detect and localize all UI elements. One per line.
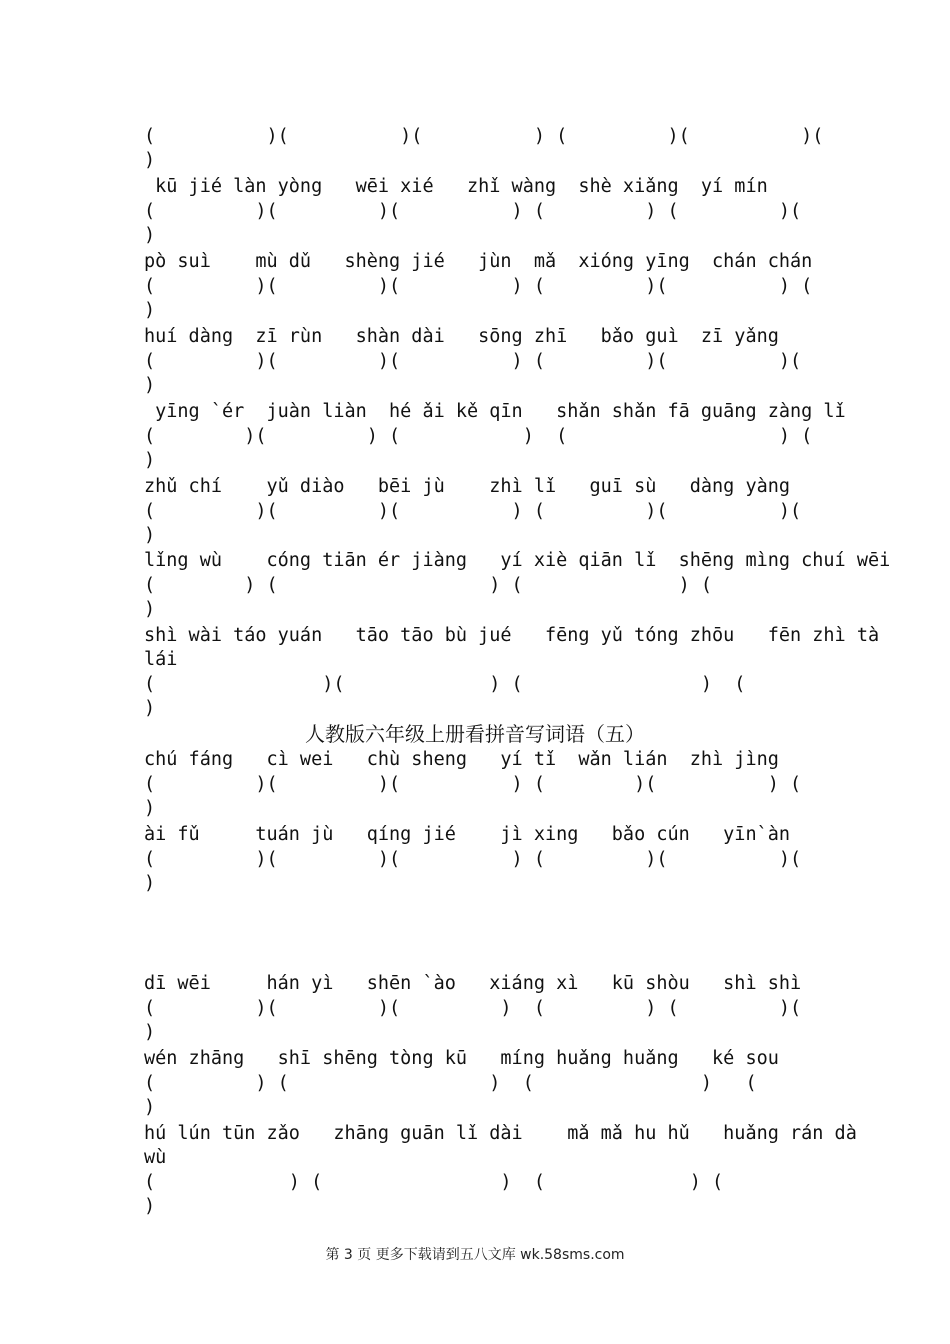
- pinyin-row: wén zhāng shī shēng tòng kū míng huǎng huǎng ké sou: [144, 1048, 779, 1069]
- answer-blanks-row: ( ) ( ) ( ) (: [144, 1073, 757, 1094]
- wrap-line: ): [144, 1097, 156, 1118]
- wrap-line: ): [144, 300, 156, 321]
- section-title: 人教版六年级上册看拼音写词语（五）: [305, 722, 645, 746]
- page-footer: 第 3 页 更多下载请到五八文库 wk.58sms.com: [325, 1247, 625, 1263]
- pinyin-row: kū jié làn yòng wēi xié zhǐ wàng shè xiǎng yí mín: [144, 176, 768, 197]
- answer-blanks-row: ( )( )( ) ( )( )(: [144, 849, 802, 870]
- answer-blanks-row: ( )( )( ) ( )( ) (: [144, 774, 802, 795]
- wrap-line: ): [144, 375, 156, 396]
- wrap-line: ): [144, 1196, 156, 1217]
- wrap-line: ): [144, 225, 156, 246]
- answer-blanks-row: ( )( )( ) ( ) ( )(: [144, 201, 802, 222]
- wrap-line: ): [144, 599, 156, 620]
- pinyin-row: shì wài táo yuán tāo tāo bù jué fēng yǔ tóng zhōu fēn zhì tà: [144, 625, 880, 646]
- wrap-line: ): [144, 150, 156, 171]
- answer-blanks-row: ( ) ( ) ( ) (: [144, 1172, 724, 1193]
- wrap-line: ): [144, 798, 156, 819]
- answer-blanks-row: ( )( )( ) ( )( )(: [144, 501, 802, 522]
- pinyin-row-wrap: lái: [144, 649, 178, 670]
- pinyin-row: hú lún tūn zǎo zhāng guān lǐ dài mǎ mǎ hu hǔ huǎng rán dà: [144, 1123, 857, 1144]
- answer-blanks-row: ( )( )( ) ( )( )(: [144, 126, 824, 147]
- wrap-line: ): [144, 525, 156, 546]
- answer-blanks-row: ( )( )( ) ( )( ) (: [144, 276, 813, 297]
- pinyin-row: yīng `ér juàn liàn hé ǎi kě qīn shǎn shǎn fā guāng zàng lǐ: [144, 401, 846, 422]
- answer-blanks-row: ( )( ) ( ) (: [144, 674, 746, 695]
- answer-blanks-row: ( )( )( ) ( ) ( )(: [144, 998, 802, 1019]
- pinyin-row: pò suì mù dǔ shèng jié jùn mǎ xióng yīng chán chán: [144, 251, 813, 272]
- wrap-line: ): [144, 698, 156, 719]
- pinyin-row: dī wēi hán yì shēn `ào xiáng xì kū shòu shì shì: [144, 973, 802, 994]
- pinyin-row: huí dàng zī rùn shàn dài sōng zhī bǎo guì zī yǎng: [144, 326, 779, 347]
- answer-blanks-row: ( )( )( ) ( )( )(: [144, 351, 802, 372]
- wrap-line: ): [144, 873, 156, 894]
- pinyin-row: zhǔ chí yǔ diào bēi jù zhì lǐ guī sù dàng yàng: [144, 476, 791, 497]
- wrap-line: ): [144, 450, 156, 471]
- pinyin-row-wrap: wù: [144, 1147, 167, 1168]
- pinyin-row: lǐng wù cóng tiān ér jiàng yí xiè qiān lǐ shēng mìng chuí wēi: [144, 550, 891, 571]
- pinyin-row: chú fáng cì wei chù sheng yí tǐ wǎn lián zhì jìng: [144, 749, 779, 770]
- pinyin-row: ài fǔ tuán jù qíng jié jì xing bǎo cún yīn`àn: [144, 824, 791, 845]
- answer-blanks-row: ( )( ) ( ) ( ) (: [144, 426, 813, 447]
- answer-blanks-row: ( ) ( ) ( ) (: [144, 575, 713, 596]
- wrap-line: ): [144, 1022, 156, 1043]
